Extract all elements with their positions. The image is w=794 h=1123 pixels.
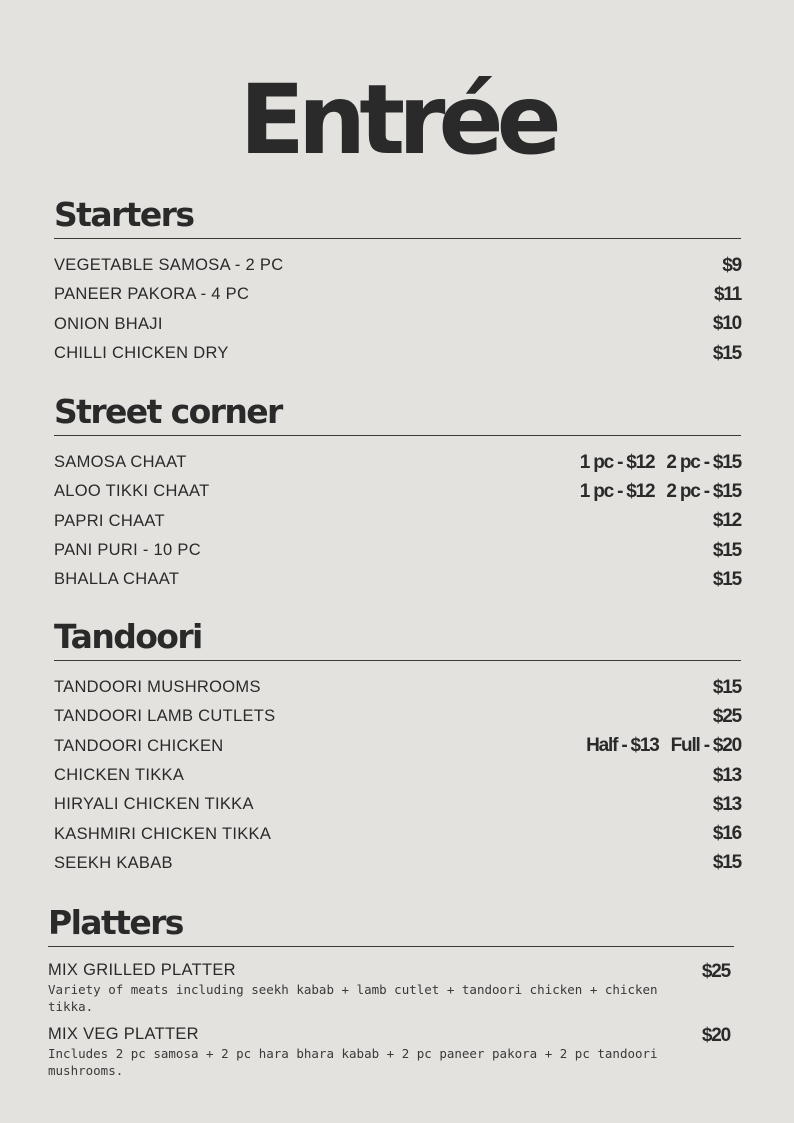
item-name: SEEKH KABAB xyxy=(54,853,173,872)
item-price-group xyxy=(580,481,741,503)
section-title: Tandoori xyxy=(54,618,741,661)
item-price: $15 xyxy=(712,676,741,698)
item-price: 1 pc - $12 xyxy=(579,480,655,502)
item-name: CHICKEN TIKKA xyxy=(54,766,185,785)
menu-item xyxy=(54,849,741,878)
item-price: $9 xyxy=(722,254,741,276)
platter-item xyxy=(48,961,734,1015)
menu-item xyxy=(54,339,741,368)
menu-item xyxy=(54,536,741,565)
menu-item xyxy=(54,251,741,280)
menu-item xyxy=(54,565,741,594)
section-title: Platters xyxy=(48,904,734,947)
menu-item xyxy=(54,790,741,819)
item-name: MIX VEG PLATTER xyxy=(48,1025,199,1043)
item-name: PAPRI CHAAT xyxy=(54,511,165,530)
item-name: TANDOORI CHICKEN xyxy=(54,736,224,755)
menu-item xyxy=(54,761,741,790)
item-price: $12 xyxy=(712,510,741,532)
item-price: $15 xyxy=(712,342,741,364)
item-name: SAMOSA CHAAT xyxy=(54,453,187,472)
menu-item xyxy=(54,310,741,339)
menu-item xyxy=(54,477,741,506)
item-price: $10 xyxy=(712,313,741,335)
item-price-group xyxy=(580,452,741,474)
item-price: $20 xyxy=(701,1025,730,1046)
menu-item xyxy=(54,280,741,309)
section-platters xyxy=(48,904,734,1079)
section-tandoori xyxy=(54,618,741,878)
item-price-alt: Full - $20 xyxy=(670,735,741,757)
item-price: Half - $13 xyxy=(586,735,659,757)
item-price-group xyxy=(586,735,741,757)
page-title: Entrée xyxy=(239,64,555,176)
item-price: $16 xyxy=(712,823,741,845)
item-name: ALOO TIKKI CHAAT xyxy=(54,482,210,501)
item-name: TANDOORI LAMB CUTLETS xyxy=(54,707,276,726)
item-name: TANDOORI MUSHROOMS xyxy=(54,678,261,697)
section-starters xyxy=(54,196,741,368)
platter-item xyxy=(48,1025,734,1079)
item-price-alt: 2 pc - $15 xyxy=(666,451,741,473)
menu-item xyxy=(54,702,741,731)
section-title: Starters xyxy=(54,196,741,239)
section-street-corner xyxy=(54,393,741,594)
item-name: BHALLA CHAAT xyxy=(54,570,180,589)
item-description: Variety of meats including seekh kabab + lamb cutlet + tandoori chicken + chicken tikka. xyxy=(48,982,658,1014)
item-name: KASHMIRI CHICKEN TIKKA xyxy=(54,824,272,843)
item-price: $15 xyxy=(712,539,741,561)
item-price: $15 xyxy=(712,852,741,874)
item-price: $15 xyxy=(712,568,741,590)
item-price: $25 xyxy=(712,705,741,727)
item-price: $13 xyxy=(712,793,741,815)
item-price: 1 pc - $12 xyxy=(579,451,655,473)
item-price: $11 xyxy=(713,283,741,305)
item-name: HIRYALI CHICKEN TIKKA xyxy=(54,795,254,814)
item-name: VEGETABLE SAMOSA - 2 PC xyxy=(54,256,284,275)
menu-item xyxy=(54,819,741,848)
item-name: PANEER PAKORA - 4 PC xyxy=(54,285,250,304)
item-name: ONION BHAJI xyxy=(54,314,163,333)
item-price: $25 xyxy=(701,961,730,982)
menu-item xyxy=(54,732,741,761)
section-title: Street corner xyxy=(54,393,741,436)
item-name: CHILLI CHICKEN DRY xyxy=(54,344,229,363)
menu-item xyxy=(54,448,741,477)
item-description: Includes 2 pc samosa + 2 pc hara bhara kabab + 2 pc paneer pakora + 2 pc tandoori mushrooms. xyxy=(48,1046,658,1078)
item-name: MIX GRILLED PLATTER xyxy=(48,961,236,979)
item-name: PANI PURI - 10 PC xyxy=(54,541,201,560)
item-price-alt: 2 pc - $15 xyxy=(666,480,741,502)
menu-item xyxy=(54,673,741,702)
menu-item xyxy=(54,507,741,536)
item-price: $13 xyxy=(712,764,741,786)
